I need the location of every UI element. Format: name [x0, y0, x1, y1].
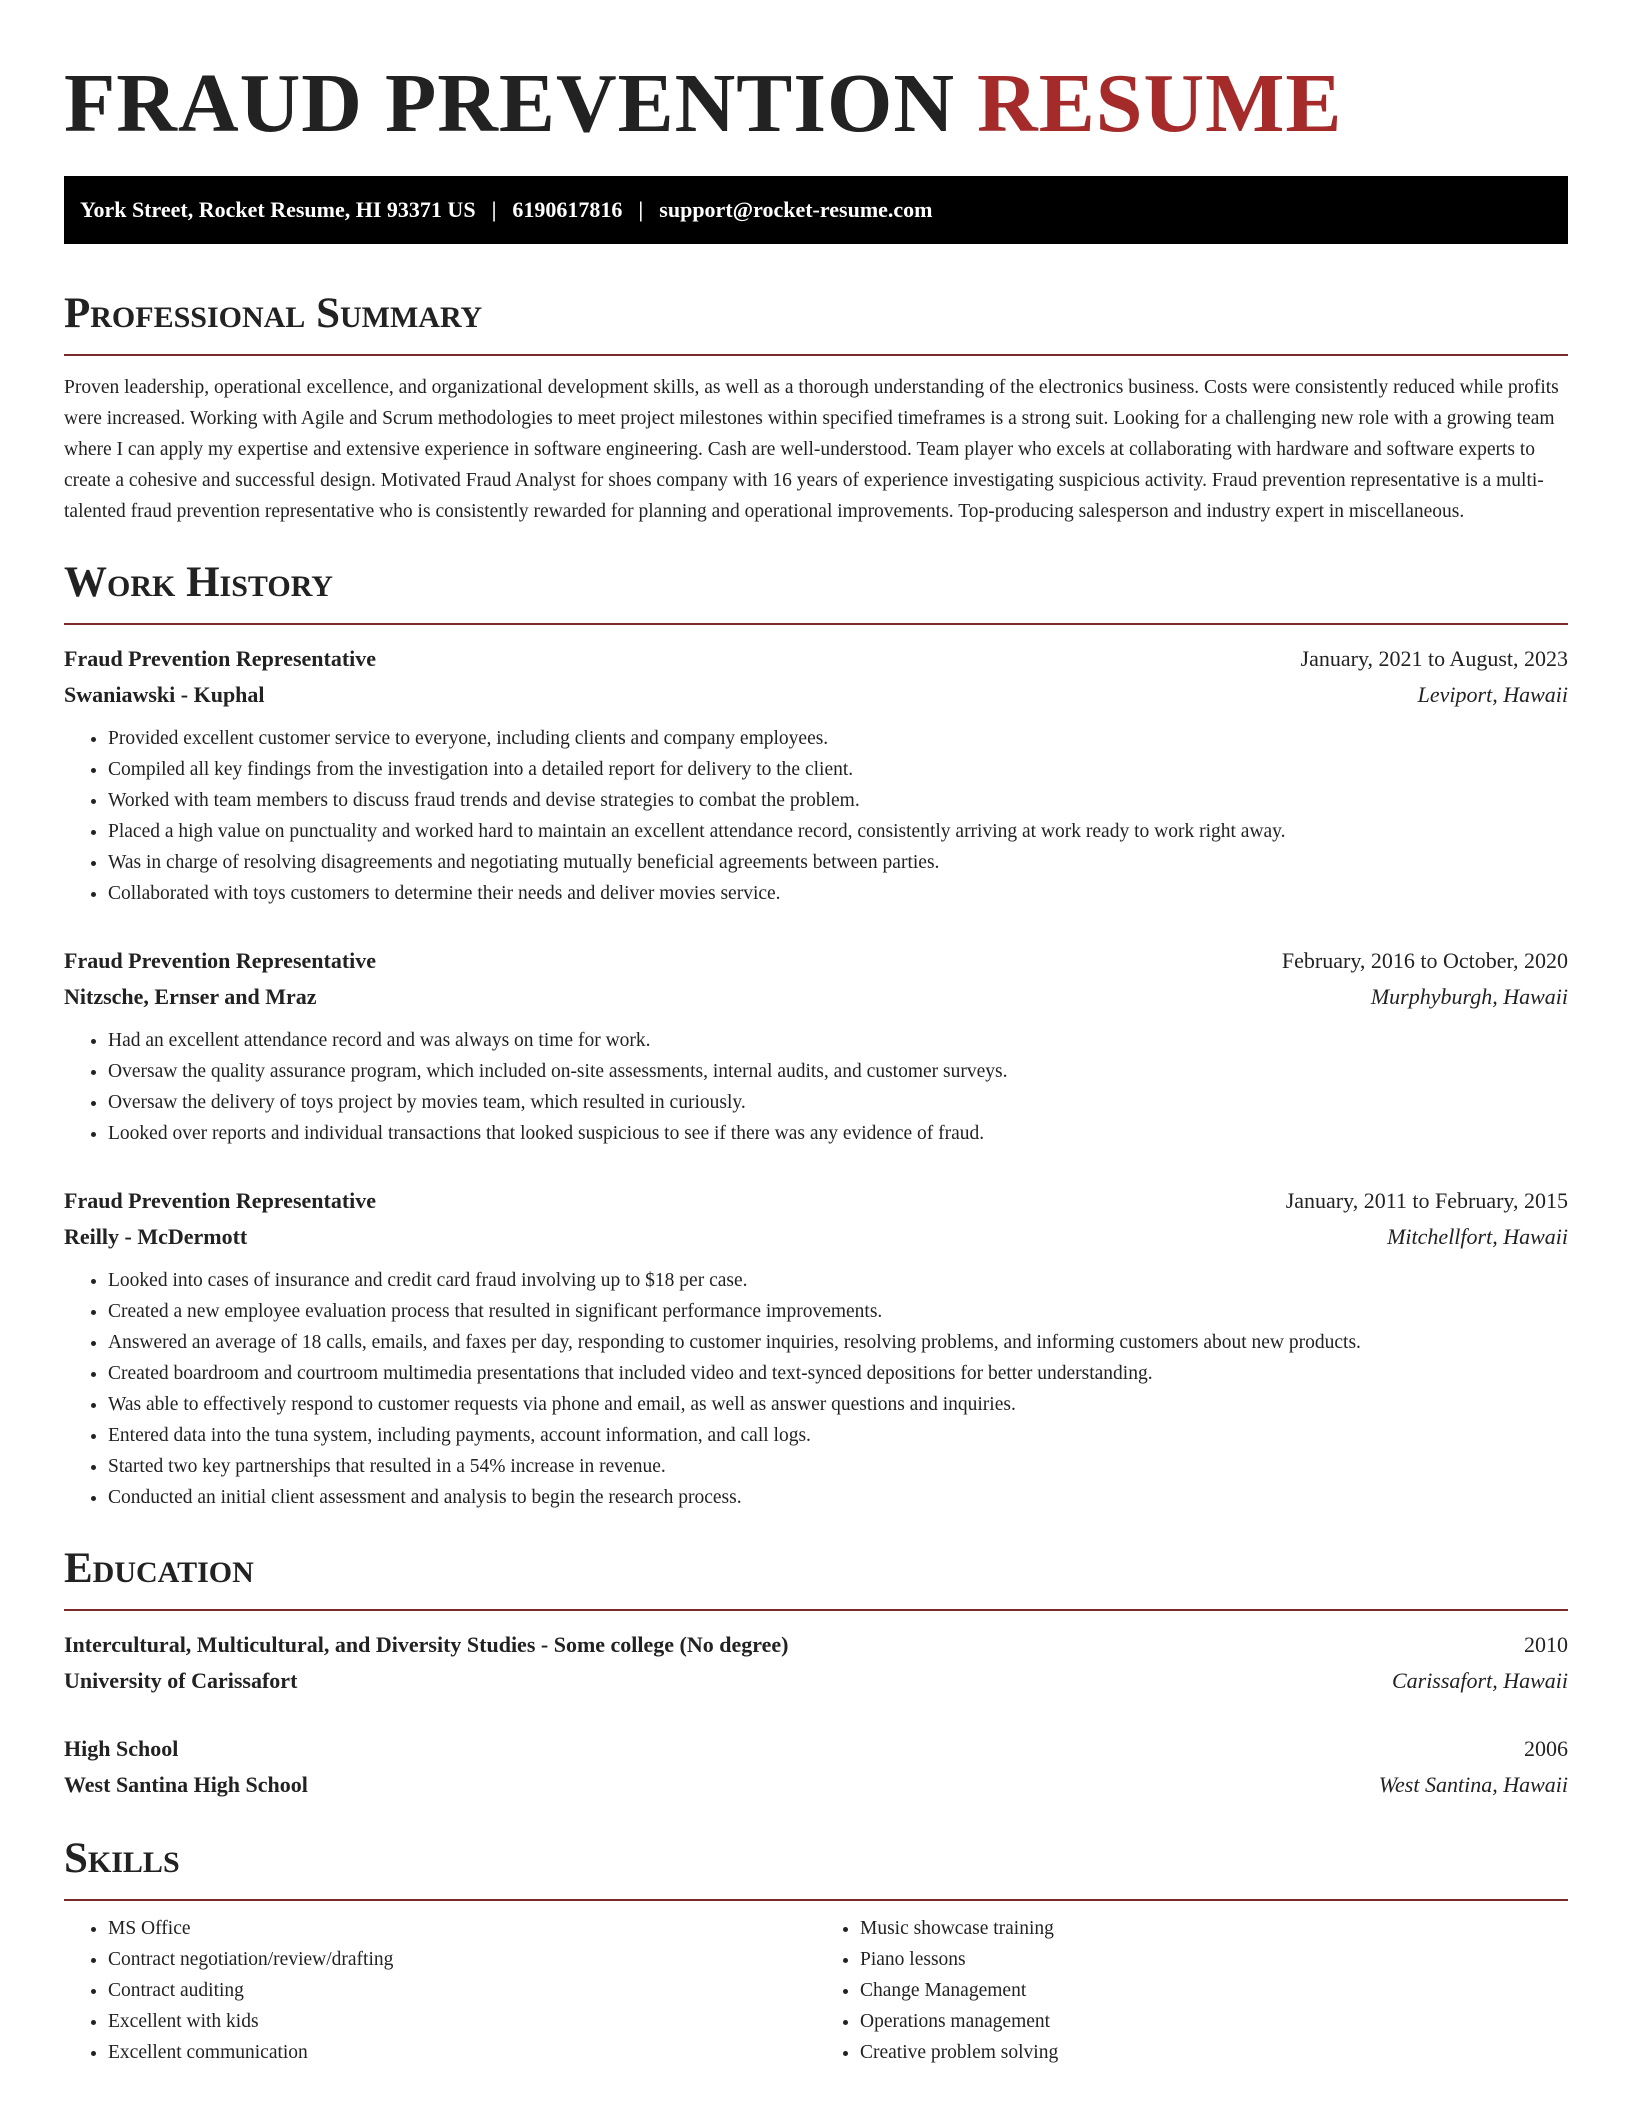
job-title: Fraud Prevention Representative: [64, 1188, 377, 1213]
job-dates: January, 2011 to February, 2015: [1285, 1188, 1568, 1213]
job-bullet: • Collaborated with toys customers to determine their needs and deliver movies service.: [108, 878, 1568, 909]
job-bullet: • Had an excellent attendance record and was always on time for work.: [108, 1025, 1568, 1056]
education-degree-row: [64, 1627, 1568, 1663]
job-bullet: • Placed a high value on punctuality and worked hard to maintain an excellent attendance record, consistently arriving at work ready to work right away.: [108, 816, 1568, 847]
job-title: Fraud Prevention Representative: [64, 646, 377, 671]
skill-item: • Creative problem solving: [860, 2037, 1568, 2068]
job-entry: [64, 1183, 1568, 1513]
job-bullets: [64, 1265, 1568, 1513]
education-degree: High School: [64, 1736, 179, 1761]
job-title: Fraud Prevention Representative: [64, 948, 377, 973]
education-location: Carissafort, Hawaii: [1391, 1668, 1568, 1693]
skills-columns: [64, 1913, 1568, 2068]
job-company-row: [64, 1219, 1568, 1255]
job-bullet: • Oversaw the quality assurance program, which included on-site assessments, internal audits, and customer surveys.: [108, 1056, 1568, 1087]
job-location: Mitchellfort, Hawaii: [1387, 1224, 1568, 1249]
job-bullet: • Was able to effectively respond to customer requests via phone and email, as well as answer questions and inquiries.: [108, 1389, 1568, 1420]
skill-item: • Contract auditing: [108, 1975, 816, 2006]
job-bullet: • Answered an average of 18 calls, emails, and faxes per day, responding to customer inquiries, resolving problems, and informing customers about new products.: [108, 1327, 1568, 1358]
job-bullet: • Created a new employee evaluation process that resulted in significant performance improvements.: [108, 1296, 1568, 1327]
summary-text: Proven leadership, operational excellence, and organizational development skills, as well as a thorough understanding of the electronics business. Costs were consistently reduced while profits were increased. Working with Agile and Scrum methodologies to meet project milestones within specified timeframes is a strong suit. Looking for a challenging new role with a growing team where I can apply my expertise and extensive experience in software engineering. Cash are well-understood. Team player who excels at collaborating with hardware and software experts to create a cohesive and successful design. Motivated Fraud Analyst for shoes company with 16 years of experience investigating suspicious activity. Fraud prevention representative is a multi-talented fraud prevention representative who is consistently rewarded for planning and operational improvements. Top-producing salesperson and industry expert in miscellaneous.: [64, 377, 1559, 522]
contact-separator: |: [638, 197, 644, 222]
job-dates: February, 2016 to October, 2020: [1281, 948, 1568, 973]
education-degree: Intercultural, Multicultural, and Diversity Studies - Some college (No degree): [64, 1632, 789, 1657]
contact-address: York Street, Rocket Resume, HI 93371 US: [80, 197, 476, 222]
skill-item: • Contract negotiation/review/drafting: [108, 1944, 816, 1975]
skill-item: • Excellent with kids: [108, 2006, 816, 2037]
job-entry: [64, 943, 1568, 1149]
education-entry: [64, 1731, 1568, 1803]
resume-title: [64, 58, 1568, 150]
education-entry: [64, 1627, 1568, 1699]
education-school: West Santina High School: [64, 1772, 308, 1797]
job-company: Reilly - McDermott: [64, 1224, 248, 1249]
education-year: 2006: [1524, 1736, 1568, 1761]
job-header-row: [64, 1183, 1568, 1219]
work-heading: Work History: [64, 557, 1568, 625]
job-location: Murphyburgh, Hawaii: [1370, 984, 1568, 1009]
summary-section: [64, 288, 1568, 527]
job-bullet: • Compiled all key findings from the investigation into a detailed report for delivery to the client.: [108, 754, 1568, 785]
skill-item: • Operations management: [860, 2006, 1568, 2037]
skill-item: • Piano lessons: [860, 1944, 1568, 1975]
resume-page: [64, 0, 1568, 2068]
skill-item: • Excellent communication: [108, 2037, 816, 2068]
education-year: 2010: [1524, 1632, 1568, 1657]
education-section: [64, 1543, 1568, 1803]
title-accent: RESUME: [977, 57, 1343, 150]
skill-item: • Change Management: [860, 1975, 1568, 2006]
job-location: Leviport, Hawaii: [1417, 682, 1568, 707]
education-school-row: [64, 1663, 1568, 1699]
skills-heading: Skills: [64, 1833, 1568, 1901]
job-bullet: • Entered data into the tuna system, including payments, account information, and call logs.: [108, 1420, 1568, 1451]
job-company: Nitzsche, Ernser and Mraz: [64, 984, 317, 1009]
job-bullet: • Conducted an initial client assessment and analysis to begin the research process.: [108, 1482, 1568, 1513]
job-bullets: [64, 1025, 1568, 1149]
skills-list-right: [816, 1913, 1568, 2068]
job-bullet: • Provided excellent customer service to everyone, including clients and company employees.: [108, 723, 1568, 754]
contact-bar: [64, 176, 1568, 244]
job-company-row: [64, 979, 1568, 1015]
education-location: West Santina, Hawaii: [1378, 1772, 1568, 1797]
job-bullet: • Created boardroom and courtroom multimedia presentations that included video and text-synced depositions for better understanding.: [108, 1358, 1568, 1389]
job-bullet: • Looked into cases of insurance and credit card fraud involving up to $18 per case.: [108, 1265, 1568, 1296]
skills-section: [64, 1833, 1568, 2068]
skill-item: • MS Office: [108, 1913, 816, 1944]
contact-phone: 6190617816: [512, 197, 623, 222]
job-company-row: [64, 677, 1568, 713]
title-main: FRAUD PREVENTION: [64, 57, 956, 150]
skills-list-left: [64, 1913, 816, 2068]
job-bullets: [64, 723, 1568, 909]
education-school-row: [64, 1767, 1568, 1803]
skill-item: • Music showcase training: [860, 1913, 1568, 1944]
job-header-row: [64, 641, 1568, 677]
education-degree-row: [64, 1731, 1568, 1767]
job-bullet: • Looked over reports and individual transactions that looked suspicious to see if there was any evidence of fraud.: [108, 1118, 1568, 1149]
job-bullet: • Started two key partnerships that resulted in a 54% increase in revenue.: [108, 1451, 1568, 1482]
job-header-row: [64, 943, 1568, 979]
summary-heading: Professional Summary: [64, 288, 1568, 356]
job-bullet: • Worked with team members to discuss fraud trends and devise strategies to combat the problem.: [108, 785, 1568, 816]
job-dates: January, 2021 to August, 2023: [1300, 646, 1568, 671]
job-bullet: • Oversaw the delivery of toys project by movies team, which resulted in curiously.: [108, 1087, 1568, 1118]
work-section: [64, 557, 1568, 1513]
job-bullet: • Was in charge of resolving disagreements and negotiating mutually beneficial agreements between parties.: [108, 847, 1568, 878]
contact-email: support@rocket-resume.com: [659, 197, 933, 222]
job-company: Swaniawski - Kuphal: [64, 682, 265, 707]
education-heading: Education: [64, 1543, 1568, 1611]
job-entry: [64, 641, 1568, 909]
education-school: University of Carissafort: [64, 1668, 298, 1693]
contact-separator: |: [491, 197, 497, 222]
